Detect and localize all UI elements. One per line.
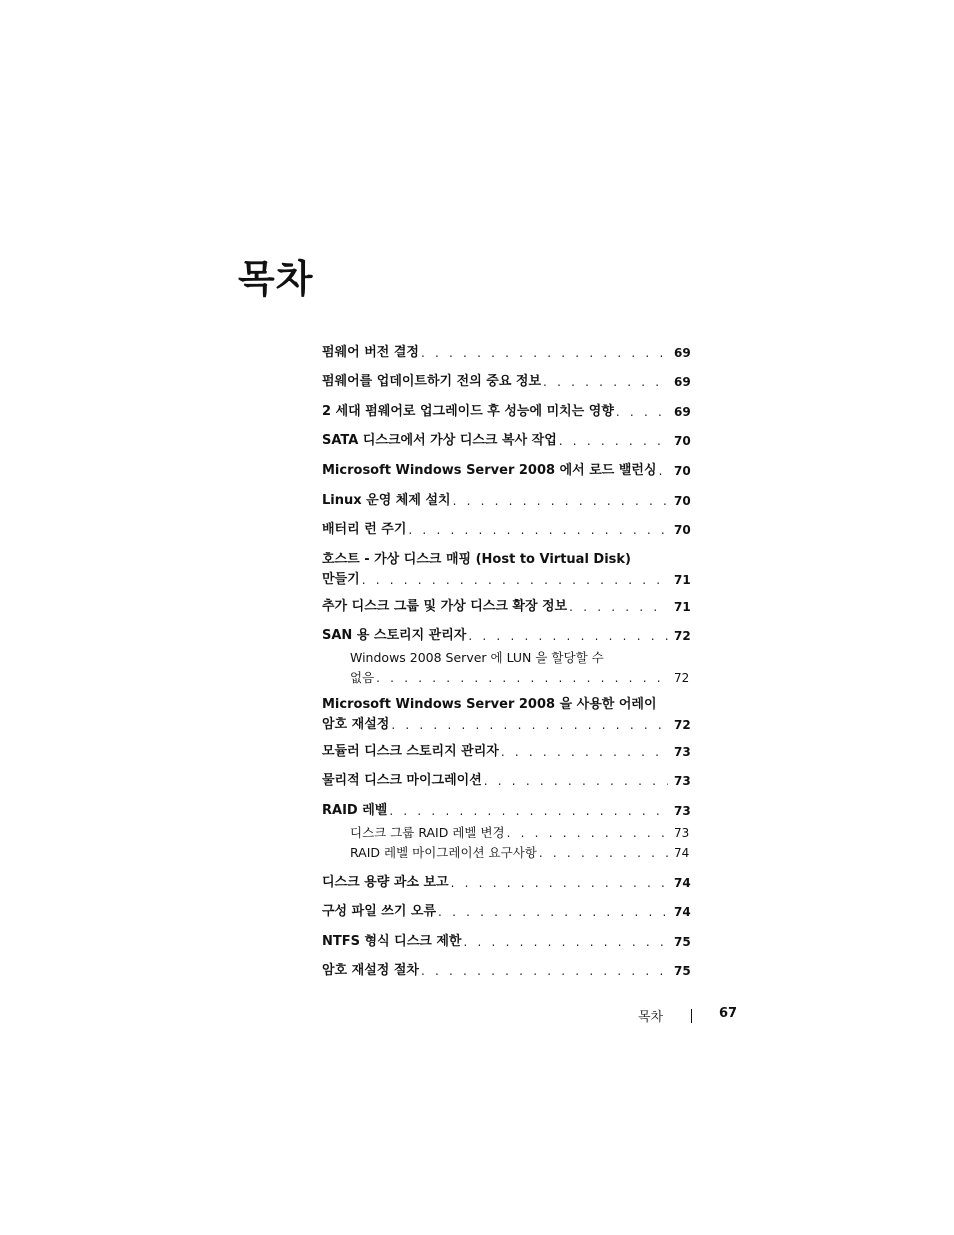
- toc-leader-dots: [569, 597, 668, 617]
- toc-entry-title: 디스크 용량 과소 보고: [322, 875, 449, 890]
- toc-entry[interactable]: [322, 550, 691, 590]
- toc-subentry[interactable]: [350, 843, 688, 863]
- toc-entry-title: Microsoft Windows Server 2008 을 사용한 어레이: [322, 697, 657, 712]
- toc-entry[interactable]: [322, 431, 691, 451]
- toc-entry[interactable]: [322, 626, 691, 646]
- toc-entry-title: 물리적 디스크 마이그레이션: [322, 773, 482, 788]
- toc-page-number: 73: [674, 804, 691, 818]
- toc-leader-dots: [408, 520, 668, 540]
- toc-entry-title: 구성 파일 쓰기 오류: [322, 904, 437, 919]
- toc-entry[interactable]: [322, 461, 691, 481]
- toc-entry[interactable]: [322, 597, 691, 617]
- toc-entry-title: 만들기: [322, 572, 360, 587]
- toc-leader-dots: [391, 715, 668, 735]
- toc-entry-title: 2 세대 펌웨어로 업그레이드 후 성능에 미치는 영향: [322, 404, 614, 419]
- toc-leader-dots: [616, 402, 668, 422]
- toc-page-number: 69: [674, 346, 691, 360]
- toc-entry-title: Linux 운영 체제 설치: [322, 493, 451, 508]
- toc-entry-title: NTFS 형식 디스크 제한: [322, 934, 462, 949]
- toc-page-number: 70: [674, 494, 691, 508]
- toc-page-number: 69: [674, 405, 691, 419]
- toc-leader-dots: [463, 932, 668, 952]
- toc-leader-dots: [539, 843, 668, 863]
- toc-leader-dots: [362, 570, 668, 590]
- toc-entry-title: SATA 디스크에서 가상 디스크 복사 작업: [322, 433, 557, 448]
- toc-page-number: 71: [674, 573, 691, 587]
- toc-leader-dots: [421, 343, 668, 363]
- toc-leader-dots: [659, 461, 668, 481]
- toc-entry[interactable]: [322, 902, 691, 922]
- toc-page-number: 73: [674, 774, 691, 788]
- toc-leader-dots: [389, 801, 668, 821]
- toc-page-number: 73: [674, 826, 690, 840]
- footer-page-number: 67: [719, 1006, 738, 1021]
- toc-entry-title: 암호 재설정 절차: [322, 963, 419, 978]
- toc-entry-title: Microsoft Windows Server 2008 에서 로드 밸런싱: [322, 463, 657, 478]
- toc-leader-dots: [468, 626, 668, 646]
- toc-page-number: 74: [674, 905, 691, 919]
- toc-page-number: 72: [674, 629, 691, 643]
- toc-page-number: 72: [674, 671, 690, 685]
- toc-entry-title: 배터리 런 주기: [322, 522, 407, 537]
- toc-entry[interactable]: [322, 742, 691, 762]
- toc-entry-title: SAN 용 스토리지 관리자: [322, 628, 467, 643]
- toc-entry[interactable]: [322, 873, 691, 893]
- toc-page-number: 69: [674, 375, 691, 389]
- toc-leader-dots: [484, 771, 668, 791]
- toc-page-number: 75: [674, 964, 691, 978]
- toc-subentry[interactable]: [350, 823, 688, 843]
- toc-entry-title: RAID 레벨 마이그레이션 요구사항: [350, 845, 537, 860]
- footer-separator: [691, 1009, 692, 1023]
- toc-page-number: 74: [674, 876, 691, 890]
- page-title: 목차: [238, 257, 314, 301]
- toc-entry-title: 없음: [350, 670, 375, 685]
- toc-leader-dots: [501, 742, 668, 762]
- toc-page-number: 70: [674, 434, 691, 448]
- toc-subentry[interactable]: [350, 648, 688, 688]
- toc-page-number: 70: [674, 523, 691, 537]
- toc-page-number: 73: [674, 745, 691, 759]
- footer-section-label: 목차: [638, 1010, 664, 1025]
- toc-entry-title: 암호 재설정: [322, 717, 390, 732]
- toc-entry[interactable]: [322, 343, 691, 363]
- toc-entry[interactable]: [322, 771, 691, 791]
- toc-leader-dots: [376, 668, 668, 688]
- toc-entry[interactable]: [322, 520, 691, 540]
- toc-leader-dots: [543, 372, 668, 392]
- toc-entry-title: 펌웨어 버전 결정: [322, 345, 419, 360]
- toc-entry-title: 디스크 그룹 RAID 레벨 변경: [350, 825, 505, 840]
- toc-page-number: 74: [674, 846, 690, 860]
- toc-entry[interactable]: [322, 961, 691, 981]
- toc-entry-title: 펌웨어를 업데이트하기 전의 중요 정보: [322, 374, 542, 389]
- toc-page-number: 70: [674, 464, 691, 478]
- toc-leader-dots: [453, 491, 668, 511]
- toc-page-number: 75: [674, 935, 691, 949]
- toc-entry[interactable]: [322, 695, 691, 735]
- toc-leader-dots: [559, 431, 668, 451]
- toc-entry[interactable]: [322, 801, 691, 821]
- toc-entry[interactable]: [322, 491, 691, 511]
- toc-entry[interactable]: [322, 372, 691, 392]
- toc-page-number: 72: [674, 718, 691, 732]
- toc-entry[interactable]: [322, 932, 691, 952]
- toc-entry-title: 모듈러 디스크 스토리지 관리자: [322, 744, 499, 759]
- toc-entry-title: RAID 레벨: [322, 803, 388, 818]
- toc-page-number: 71: [674, 600, 691, 614]
- toc-entry-title: Windows 2008 Server 에 LUN 을 할당할 수: [350, 650, 604, 665]
- toc-entry-title: 추가 디스크 그룹 및 가상 디스크 확장 정보: [322, 599, 568, 614]
- toc-leader-dots: [438, 902, 668, 922]
- toc-leader-dots: [451, 873, 668, 893]
- toc-entry-title: 호스트 - 가상 디스크 매핑 (Host to Virtual Disk): [322, 552, 632, 567]
- toc-entry[interactable]: [322, 402, 691, 422]
- toc-leader-dots: [421, 961, 668, 981]
- toc-leader-dots: [507, 823, 668, 843]
